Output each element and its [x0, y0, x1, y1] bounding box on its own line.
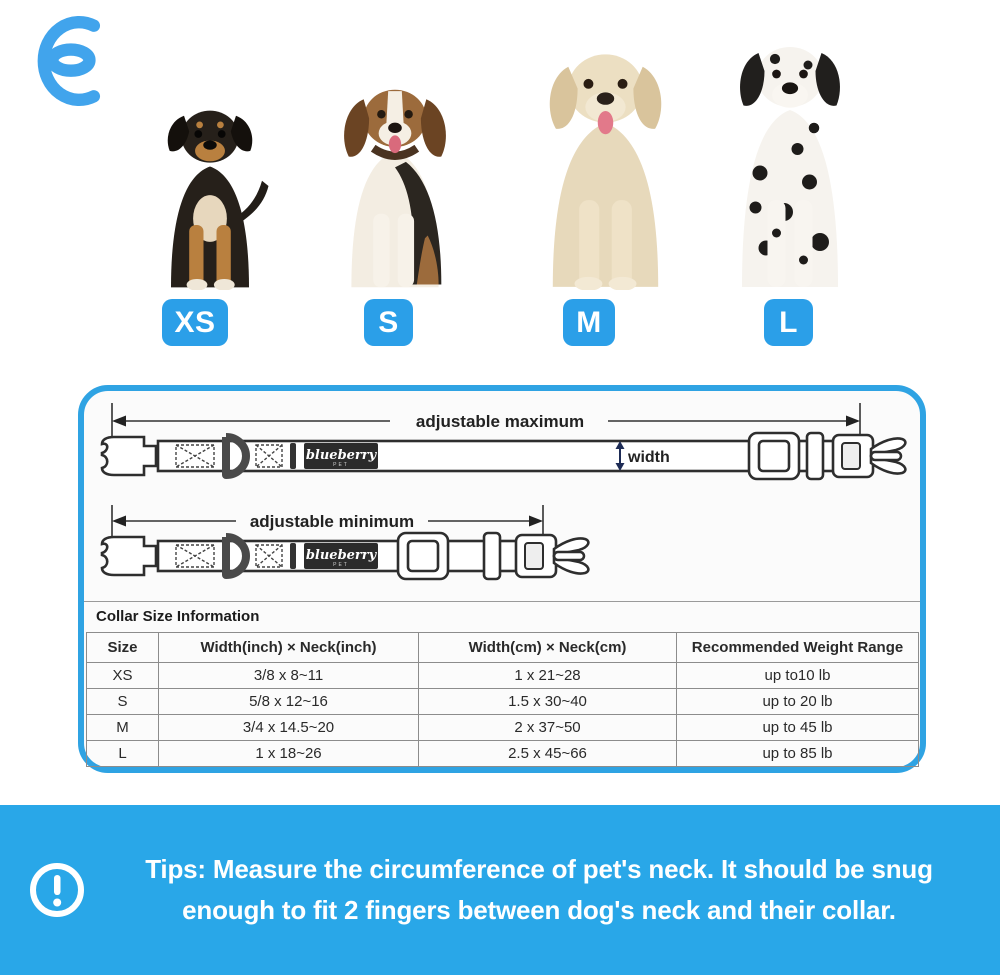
arrowhead-right	[846, 416, 860, 427]
cell-size: XS	[87, 663, 159, 689]
puppy-eye	[218, 130, 226, 138]
male-buckle-slot	[525, 543, 543, 569]
dalmatian-eye	[772, 70, 781, 79]
tips-text	[0, 849, 1000, 931]
size-badge-l-label: L	[779, 305, 798, 339]
buckle-prongs	[871, 438, 905, 473]
adjustable-minimum-label: adjustable minimum	[249, 512, 415, 531]
cell-width-inch: 3/8 x 8~11	[159, 663, 419, 689]
table-row	[87, 715, 919, 741]
collar-band	[290, 543, 296, 569]
header-size: Size	[87, 633, 159, 663]
table-title: Collar Size Information	[96, 608, 260, 625]
beagle-eye	[404, 110, 412, 118]
cell-width-inch: 3/4 x 14.5~20	[159, 715, 419, 741]
table-row	[87, 741, 919, 767]
cell-width-inch: 1 x 18~26	[159, 741, 419, 767]
puppy-brow	[196, 122, 203, 129]
male-buckle-slot	[842, 443, 860, 469]
dalmatian-head-spot	[804, 61, 813, 70]
dog-photo-puppy-xs	[145, 90, 275, 290]
blueberry-tag-subtext: PET	[333, 562, 349, 568]
dalmatian-leg	[768, 200, 786, 287]
golden-eye	[618, 79, 628, 89]
beagle-ear	[421, 99, 446, 156]
blueberry-tag-subtext: PET	[333, 462, 349, 468]
female-buckle	[102, 537, 156, 575]
tips-line-1: Tips: Measure the circumference of pet's neck. It should be snug	[145, 854, 933, 884]
section-divider	[84, 601, 920, 602]
golden-body	[553, 123, 658, 287]
arrowhead-left	[112, 516, 126, 527]
header-weight: Recommended Weight Range	[677, 633, 919, 663]
blueberry-tag-text: blueberry	[305, 448, 377, 463]
adjustable-maximum-label: adjustable maximum	[415, 412, 585, 431]
cell-width-cm: 1 x 21~28	[419, 663, 677, 689]
size-badge-s-label: S	[378, 305, 399, 339]
table-header-row	[87, 633, 919, 663]
logo-eye-loop	[52, 50, 89, 71]
golden-nose	[597, 92, 614, 104]
puppy-eye	[194, 130, 202, 138]
dog-photo-beagle-s	[320, 72, 470, 290]
beagle-ear	[344, 99, 369, 156]
dalmatian-leg-spot	[772, 229, 781, 238]
beagle-tongue	[389, 135, 401, 153]
cell-weight: up to 45 lb	[677, 715, 919, 741]
dalmatian-ear	[740, 53, 764, 106]
header-width-cm: Width(cm) × Neck(cm)	[419, 633, 677, 663]
blueberry-e-logo	[28, 8, 112, 114]
keeper-loop	[484, 533, 500, 579]
size-table	[86, 632, 919, 767]
beagle-nose	[388, 123, 402, 133]
dalmatian-leg	[795, 200, 813, 287]
puppy-leg	[189, 225, 203, 287]
dog-photo-dalmatian-l	[715, 8, 865, 290]
puppy-nose	[203, 140, 217, 149]
arrowhead-right	[529, 516, 543, 527]
dalmatian-body	[742, 110, 838, 287]
dalmatian-head-spot	[770, 54, 780, 64]
size-badge-l	[764, 299, 813, 346]
table-row	[87, 689, 919, 715]
collar-info-box	[78, 385, 926, 773]
puppy-leg	[217, 225, 231, 287]
golden-leg	[579, 200, 599, 287]
puppy-brow	[217, 122, 224, 129]
dalmatian-eye	[799, 70, 808, 79]
cell-width-inch: 5/8 x 12~16	[159, 689, 419, 715]
size-badge-xs-label: XS	[174, 305, 216, 339]
collar-band	[290, 443, 296, 469]
cell-width-cm: 2 x 37~50	[419, 715, 677, 741]
tips-banner	[0, 805, 1000, 975]
header-width-inch: Width(inch) × Neck(inch)	[159, 633, 419, 663]
cell-size: S	[87, 689, 159, 715]
beagle-leg	[398, 214, 414, 288]
size-badge-s	[364, 299, 413, 346]
width-label: width	[628, 449, 670, 466]
dalmatian-nose	[782, 82, 798, 94]
cell-weight: up to 20 lb	[677, 689, 919, 715]
cell-size: L	[87, 741, 159, 767]
cell-weight: up to 85 lb	[677, 741, 919, 767]
alert-exclamation-icon	[28, 861, 86, 919]
dalmatian-leg-spot	[799, 256, 808, 265]
beagle-eye	[377, 110, 385, 118]
keeper-loop	[807, 433, 823, 479]
collar-diagram-maximum	[88, 397, 912, 507]
tips-line-2: enough to fit 2 fingers between dog's neck and their collar.	[182, 895, 896, 925]
female-buckle	[102, 437, 156, 475]
cell-weight: up to10 lb	[677, 663, 919, 689]
size-badge-xs	[162, 299, 228, 346]
cell-width-cm: 1.5 x 30~40	[419, 689, 677, 715]
beagle-leg	[373, 214, 389, 288]
table-row	[87, 663, 919, 689]
blueberry-tag-text: blueberry	[305, 548, 377, 563]
golden-tongue	[598, 111, 614, 134]
dog-photo-golden-m	[528, 35, 683, 290]
cell-width-cm: 2.5 x 45~66	[419, 741, 677, 767]
buckle-prongs	[554, 538, 588, 573]
golden-eye	[583, 79, 593, 89]
collar-diagram-minimum	[88, 503, 912, 599]
golden-leg	[612, 200, 632, 287]
size-badge-m	[563, 299, 615, 346]
cell-size: M	[87, 715, 159, 741]
arrowhead-left	[112, 416, 126, 427]
dalmatian-ear	[816, 53, 840, 106]
size-badge-m-label: M	[576, 305, 602, 339]
